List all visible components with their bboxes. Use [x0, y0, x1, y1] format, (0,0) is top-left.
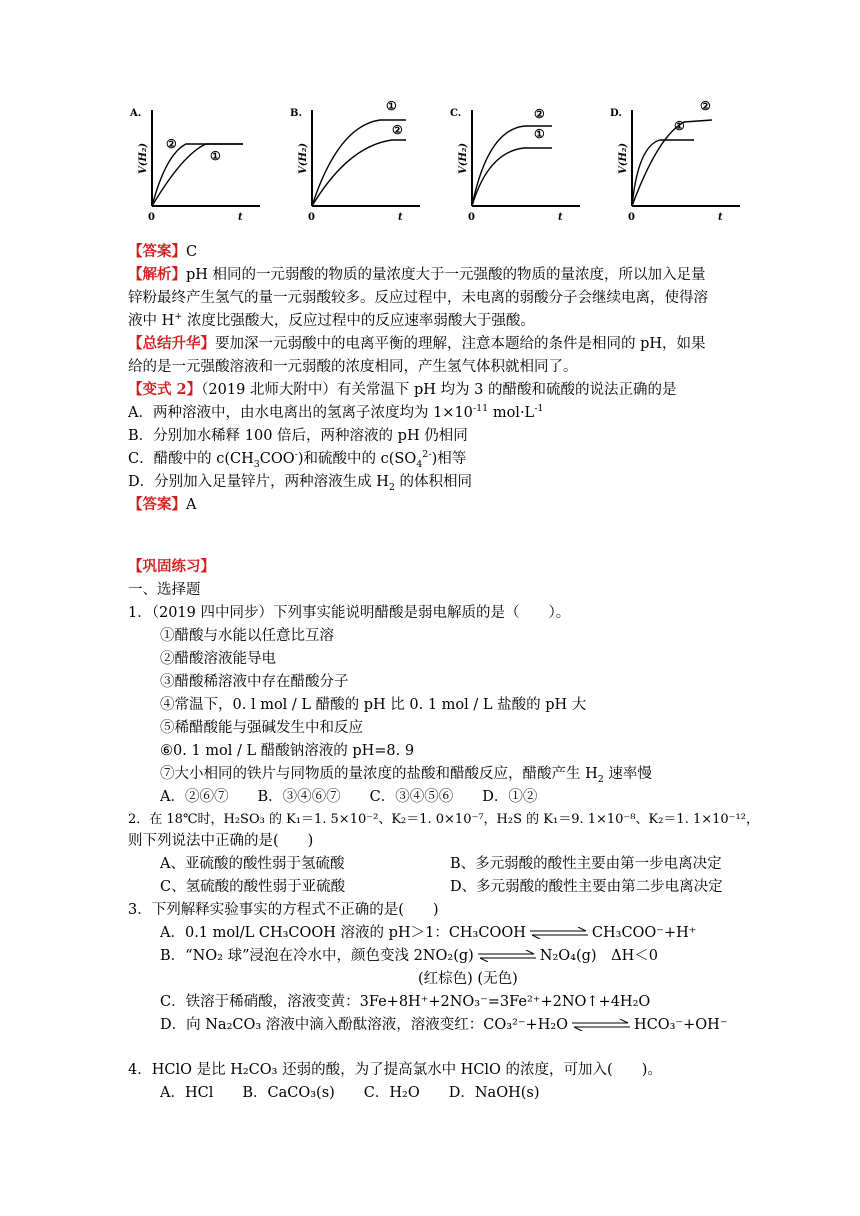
- q1-statement-6: ⑥0. 1 mol / L 醋酸钠溶液的 pH=8. 9: [160, 743, 415, 759]
- curve-1-label: ①: [534, 127, 545, 141]
- q1-statement-5: ⑤稀醋酸能与强碱发生中和反应: [160, 720, 363, 736]
- q1-statement-3: ③醋酸稀溶液中存在醋酸分子: [160, 674, 349, 690]
- q4-options: A．HCl B．CaCO₃(s) C．H₂O D．NaOH(s): [160, 1085, 540, 1101]
- chart-svg: [608, 96, 748, 226]
- chart-d: [608, 96, 748, 226]
- variant2-option-c: C．醋酸中的 $c(CH_3COO^-)$和硫酸中的 $c(SO_4^{2-})$相等: [128, 449, 467, 470]
- curve-2-label: ②: [166, 137, 177, 151]
- q2-stem: 2．在 18℃时，H₂SO₃ 的 K₁＝1. 5×10⁻²、K₂＝1. 0×10⁻⁷，H₂S 的 K₁＝9. 1×10⁻⁸、K₂＝1. 1×10⁻¹²，: [128, 812, 759, 827]
- analysis-tag: 【解析】: [128, 266, 186, 283]
- curve-1-label: ①: [674, 119, 685, 133]
- curve-2-label: ②: [700, 99, 711, 113]
- origin-label: 0: [308, 212, 315, 223]
- variant2-option-a: A．两种溶液中，由水电离出的氢离子浓度均为 $1\times 10^{-11}$ $mol\cdot L^{-1}$: [128, 403, 544, 421]
- variant2-option-d: D．分别加入足量锌片，两种溶液生成 $H_2$ 的体积相同: [128, 474, 473, 493]
- analysis-line-3: 液中 H+ 浓度比强酸大，反应过程中的反应速率弱酸大于强酸。: [128, 311, 535, 329]
- q3-option-b: B．“NO₂ 球”浸泡在冷水中，颜色变浅 2NO₂(g) N₂O₄(g) ΔH＜0: [160, 948, 658, 964]
- answer-tag: 【答案】: [128, 243, 186, 260]
- q3-option-a: A．0.1 mol/L CH₃COOH 溶液的 pH＞1：CH₃COOH CH₃COO⁻+H⁺: [160, 925, 697, 941]
- chart-svg: [128, 96, 268, 226]
- chart-c: [448, 96, 588, 226]
- chart-b: [288, 96, 428, 226]
- q2-option-c: C、氢硫酸的酸性弱于亚硫酸: [160, 879, 346, 895]
- curve-1: [472, 148, 552, 206]
- variant2-tag: 【变式 2】: [128, 381, 202, 398]
- analysis-line-1: 【解析】pH 相同的一元弱酸的物质的量浓度大于一元强酸的物质的量浓度，所以加入足量: [128, 266, 706, 283]
- q2-option-b: B、多元弱酸的酸性主要由第一步电离决定: [450, 856, 722, 872]
- summary-line-2: 给的是一元强酸溶液和一元弱酸的浓度相同，产生氢气体积就相同了。: [128, 359, 578, 375]
- x-axis-label: t: [238, 212, 243, 223]
- q4-stem: 4．HClO 是比 H₂CO₃ 还弱的酸，为了提高氯水中 HClO 的浓度，可加入( )。: [128, 1062, 662, 1078]
- chart-label: A.: [130, 108, 142, 119]
- y-axis-label: V(H₂): [458, 142, 469, 174]
- equilibrium-arrow-icon: [476, 950, 538, 962]
- chart-row: [128, 96, 748, 226]
- q1-options: A．②⑥⑦ B．③④⑥⑦ C．③④⑤⑥ D．①②: [160, 789, 538, 805]
- q1-statement-2: ②醋酸溶液能导电: [160, 651, 276, 667]
- summary-tag: 【总结升华】: [128, 335, 215, 352]
- x-axis-label: t: [558, 212, 563, 223]
- origin-label: 0: [148, 212, 155, 223]
- origin-label: 0: [468, 212, 475, 223]
- variant2-answer-tag: 【答案】: [128, 496, 186, 513]
- origin-label: 0: [628, 212, 635, 223]
- chart-a: [128, 96, 268, 226]
- q3-stem: 3．下列解释实验事实的方程式不正确的是( ): [128, 902, 439, 918]
- chart-label: B.: [290, 108, 302, 119]
- x-axis-label: t: [398, 212, 403, 223]
- x-axis-label: t: [718, 212, 723, 223]
- chart-svg: [288, 96, 428, 226]
- summary-line-1: 【总结升华】要加深一元弱酸中的电离平衡的理解，注意本题给的条件是相同的 pH，如果: [128, 335, 706, 352]
- variant2-stem: 【变式 2】（2019 北师大附中）有关常温下 pH 均为 3 的醋酸和硫酸的说法正确的是: [128, 381, 677, 398]
- variant2-option-b: B．分别加水稀释 100 倍后，两种溶液的 pH 仍相同: [128, 428, 468, 444]
- curve-2: [632, 120, 712, 206]
- chart-label: D.: [610, 108, 622, 119]
- q3-option-d: D．向 Na₂CO₃ 溶液中滴入酚酞溶液，溶液变红：CO₃²⁻+H₂O HCO₃⁻+OH⁻: [160, 1017, 728, 1033]
- q2-option-d: D、多元弱酸的酸性主要由第二步电离决定: [450, 879, 723, 895]
- practice-heading: 【巩固练习】: [128, 558, 215, 575]
- q3-option-c: C．铁溶于稀硝酸，溶液变黄：3Fe+8H⁺+2NO₃⁻=3Fe²⁺+2NO↑+4H₂O: [160, 994, 651, 1010]
- curve-2-label: ②: [534, 107, 545, 121]
- q1-stem: 1．（2019 四中同步）下列事实能说明醋酸是弱电解质的是（ ）。: [128, 605, 571, 621]
- q1-statement-1: ①醋酸与水能以任意比互溶: [160, 628, 334, 644]
- equilibrium-arrow-icon: [570, 1019, 632, 1031]
- section-title: 一、选择题: [128, 582, 201, 598]
- q1-statement-7: ⑦大小相同的铁片与同物质的量浓度的盐酸和醋酸反应，醋酸产生 $H_2$ 速率慢: [160, 766, 652, 785]
- curve-1-label: ①: [386, 99, 397, 113]
- analysis-line-2: 锌粉最终产生氢气的量一元弱酸较多。反应过程中，未电离的弱酸分子会继续电离，使得溶: [128, 290, 708, 306]
- q2-option-a: A、亚硫酸的酸性弱于氢硫酸: [160, 856, 345, 872]
- equilibrium-arrow-icon: [528, 927, 590, 939]
- y-axis-label: V(H₂): [618, 142, 629, 174]
- y-axis-label: V(H₂): [138, 142, 149, 174]
- q3-option-b-colors: (红棕色) (无色): [418, 971, 518, 987]
- q2-stem-2: 则下列说法中正确的是( ): [128, 833, 314, 849]
- chart-svg: [448, 96, 588, 226]
- curve-1: [632, 140, 694, 206]
- chart-label: C.: [450, 108, 462, 119]
- curve-2: [152, 144, 243, 206]
- curve-1-label: ①: [210, 149, 221, 163]
- answer-value: C: [186, 244, 198, 260]
- y-axis-label: V(H₂): [298, 142, 309, 174]
- curve-2-label: ②: [392, 123, 403, 137]
- curve-2: [312, 140, 406, 206]
- q1-statement-4: ④常温下，0. l mol / L 醋酸的 pH 比 0. 1 mol / L 盐酸的 pH 大: [160, 697, 587, 713]
- curve-1: [152, 144, 243, 206]
- answer-line: [128, 242, 197, 262]
- variant2-answer: 【答案】A: [128, 496, 197, 513]
